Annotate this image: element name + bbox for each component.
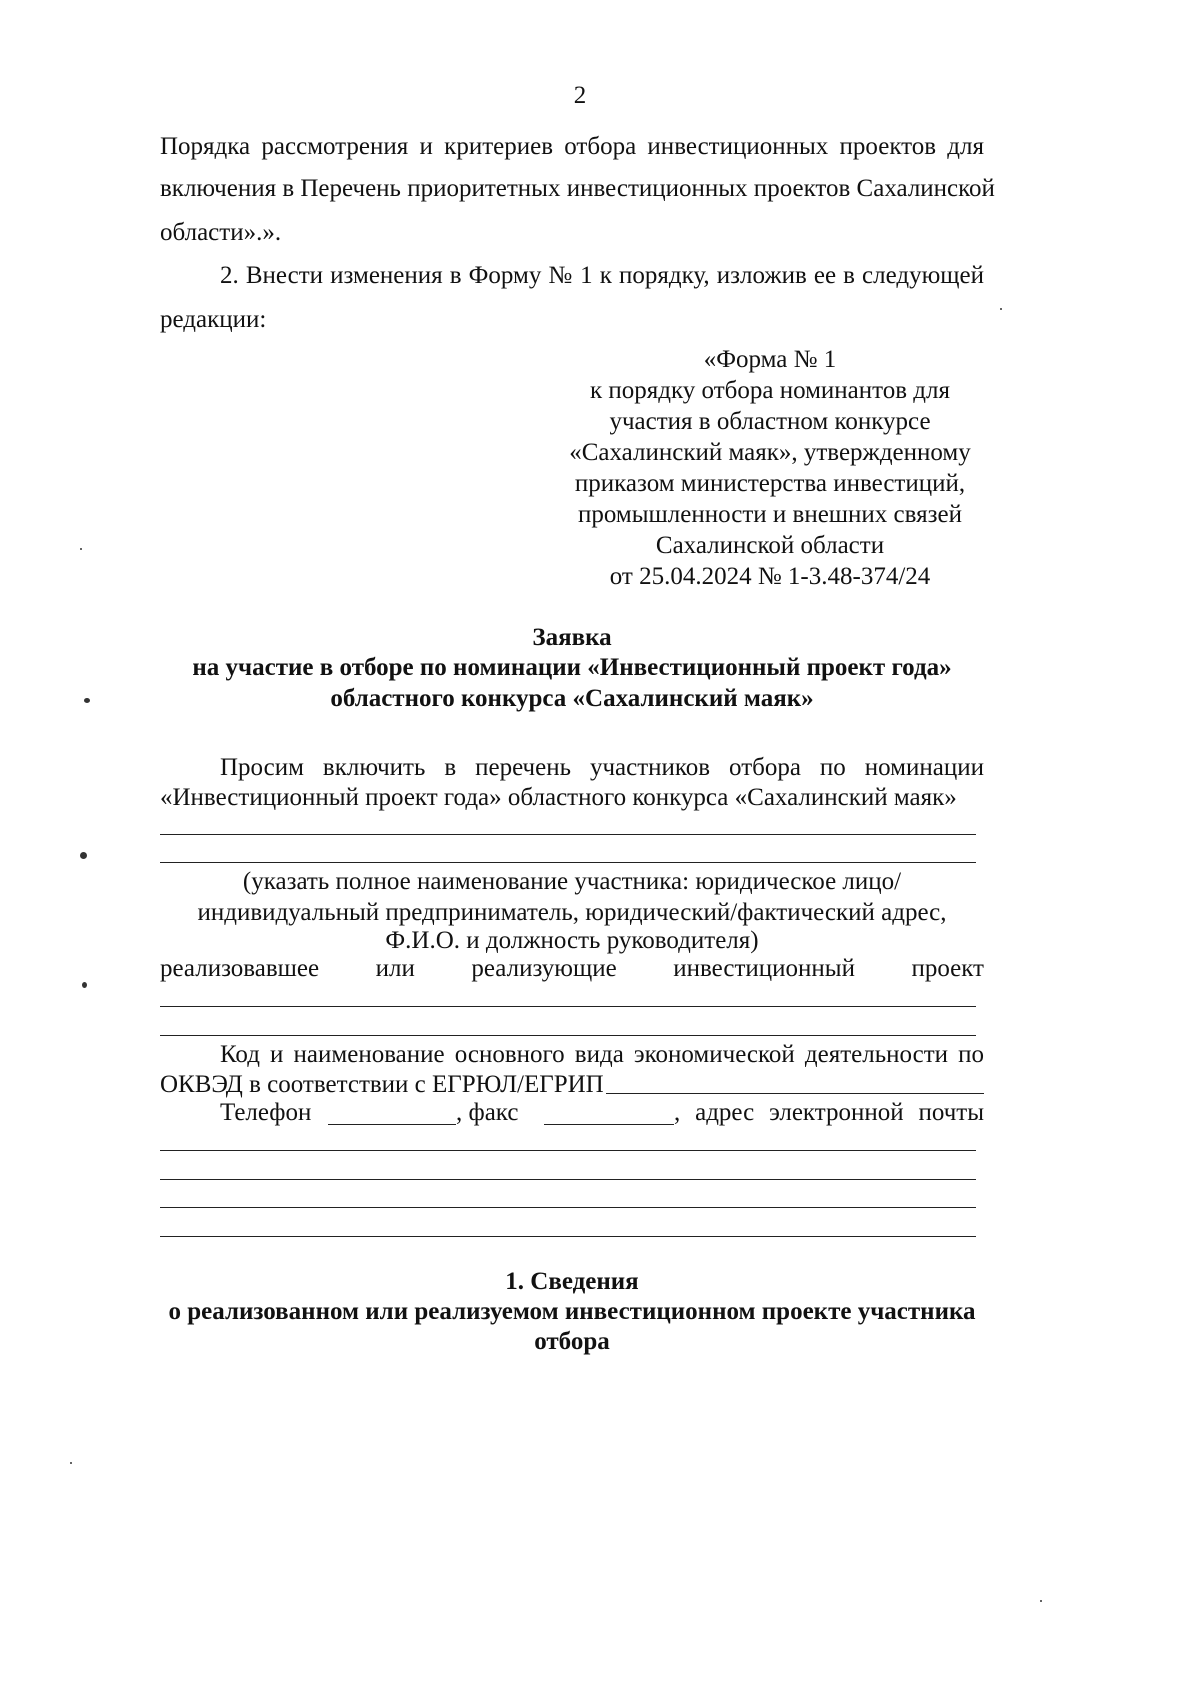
section1-line-1: 1. Сведения [505, 1268, 639, 1295]
rubric-line-2: к порядку отбора номинантов для [590, 377, 950, 404]
title-line-3: областного конкурса «Сахалинский маяк» [330, 685, 814, 712]
item2-line-1: 2. Внести изменения в Форму № 1 к порядку, изложив ее в следующей [220, 262, 984, 289]
blank-line-okved[interactable] [606, 1093, 984, 1094]
section1-line-2: о реализованном или реализуемом инвестиционном проекте участника [168, 1298, 976, 1325]
rubric-line-5: приказом министерства инвестиций, [574, 470, 966, 497]
phone-label: Телефон [220, 1099, 312, 1126]
section1-line-3: отбора [534, 1328, 610, 1355]
blank-line-fax[interactable] [544, 1124, 674, 1125]
fax-label: , факс [456, 1099, 519, 1126]
rubric-line-7: Сахалинской области [655, 532, 885, 559]
blank-line-email-2[interactable] [160, 1179, 976, 1180]
blank-line-phone[interactable] [328, 1124, 456, 1125]
blank-line-project-2[interactable] [160, 1035, 976, 1036]
blank-line-email-4[interactable] [160, 1236, 976, 1237]
blank-line-project-1[interactable] [160, 1006, 976, 1007]
rubric-line-8: от 25.04.2024 № 1-3.48-374/24 [609, 563, 931, 590]
blank-line-participant-1[interactable] [160, 834, 976, 835]
email-label: , адрес электронной почты [674, 1099, 984, 1126]
scan-speck [1000, 308, 1002, 310]
rubric-line-1: «Форма № 1 [703, 346, 837, 373]
scan-speck [1040, 1600, 1042, 1602]
hint-line-1: (указать полное наименование участника: юридическое лицо/ [242, 868, 902, 895]
scan-speck [70, 1462, 72, 1464]
rubric-line-6: промышленности и внешних связей [578, 501, 962, 528]
rubric-line-4: «Сахалинский маяк», утвержденному [569, 439, 971, 466]
scan-speck [80, 548, 82, 550]
request-line-2: «Инвестиционный проект года» областного конкурса «Сахалинский маяк» [160, 784, 957, 811]
title-line-2: на участие в отборе по номинации «Инвестиционный проект года» [192, 654, 952, 681]
scan-speck [80, 852, 87, 859]
okved-line-2: ОКВЭД в соответствии с ЕГРЮЛ/ЕГРИП [160, 1071, 604, 1098]
page-number: 2 [573, 82, 587, 109]
okved-line-1: Код и наименование основного вида экономической деятельности по [220, 1041, 984, 1068]
intro-line-3: области».». [160, 219, 282, 246]
item2-line-2: редакции: [160, 306, 267, 333]
blank-line-participant-2[interactable] [160, 862, 976, 863]
hint-line-3: Ф.И.О. и должность руководителя) [385, 927, 759, 954]
rubric-line-3: участия в областном конкурсе [609, 408, 931, 435]
implemented-line: реализовавшее или реализующие инвестиционный проект [160, 955, 984, 982]
request-line-1: Просим включить в перечень участников отбора по номинации [220, 754, 984, 781]
blank-line-email-1[interactable] [160, 1150, 976, 1151]
scan-speck [82, 982, 87, 988]
title-line-1: Заявка [532, 624, 612, 651]
intro-line-1: Порядка рассмотрения и критериев отбора инвестиционных проектов для [160, 133, 984, 160]
scan-speck [84, 698, 90, 703]
blank-line-email-3[interactable] [160, 1207, 976, 1208]
intro-line-2: включения в Перечень приоритетных инвестиционных проектов Сахалинской [160, 175, 995, 202]
hint-line-2: индивидуальный предприниматель, юридический/фактический адрес, [197, 899, 947, 926]
form-rubric [560, 344, 980, 592]
